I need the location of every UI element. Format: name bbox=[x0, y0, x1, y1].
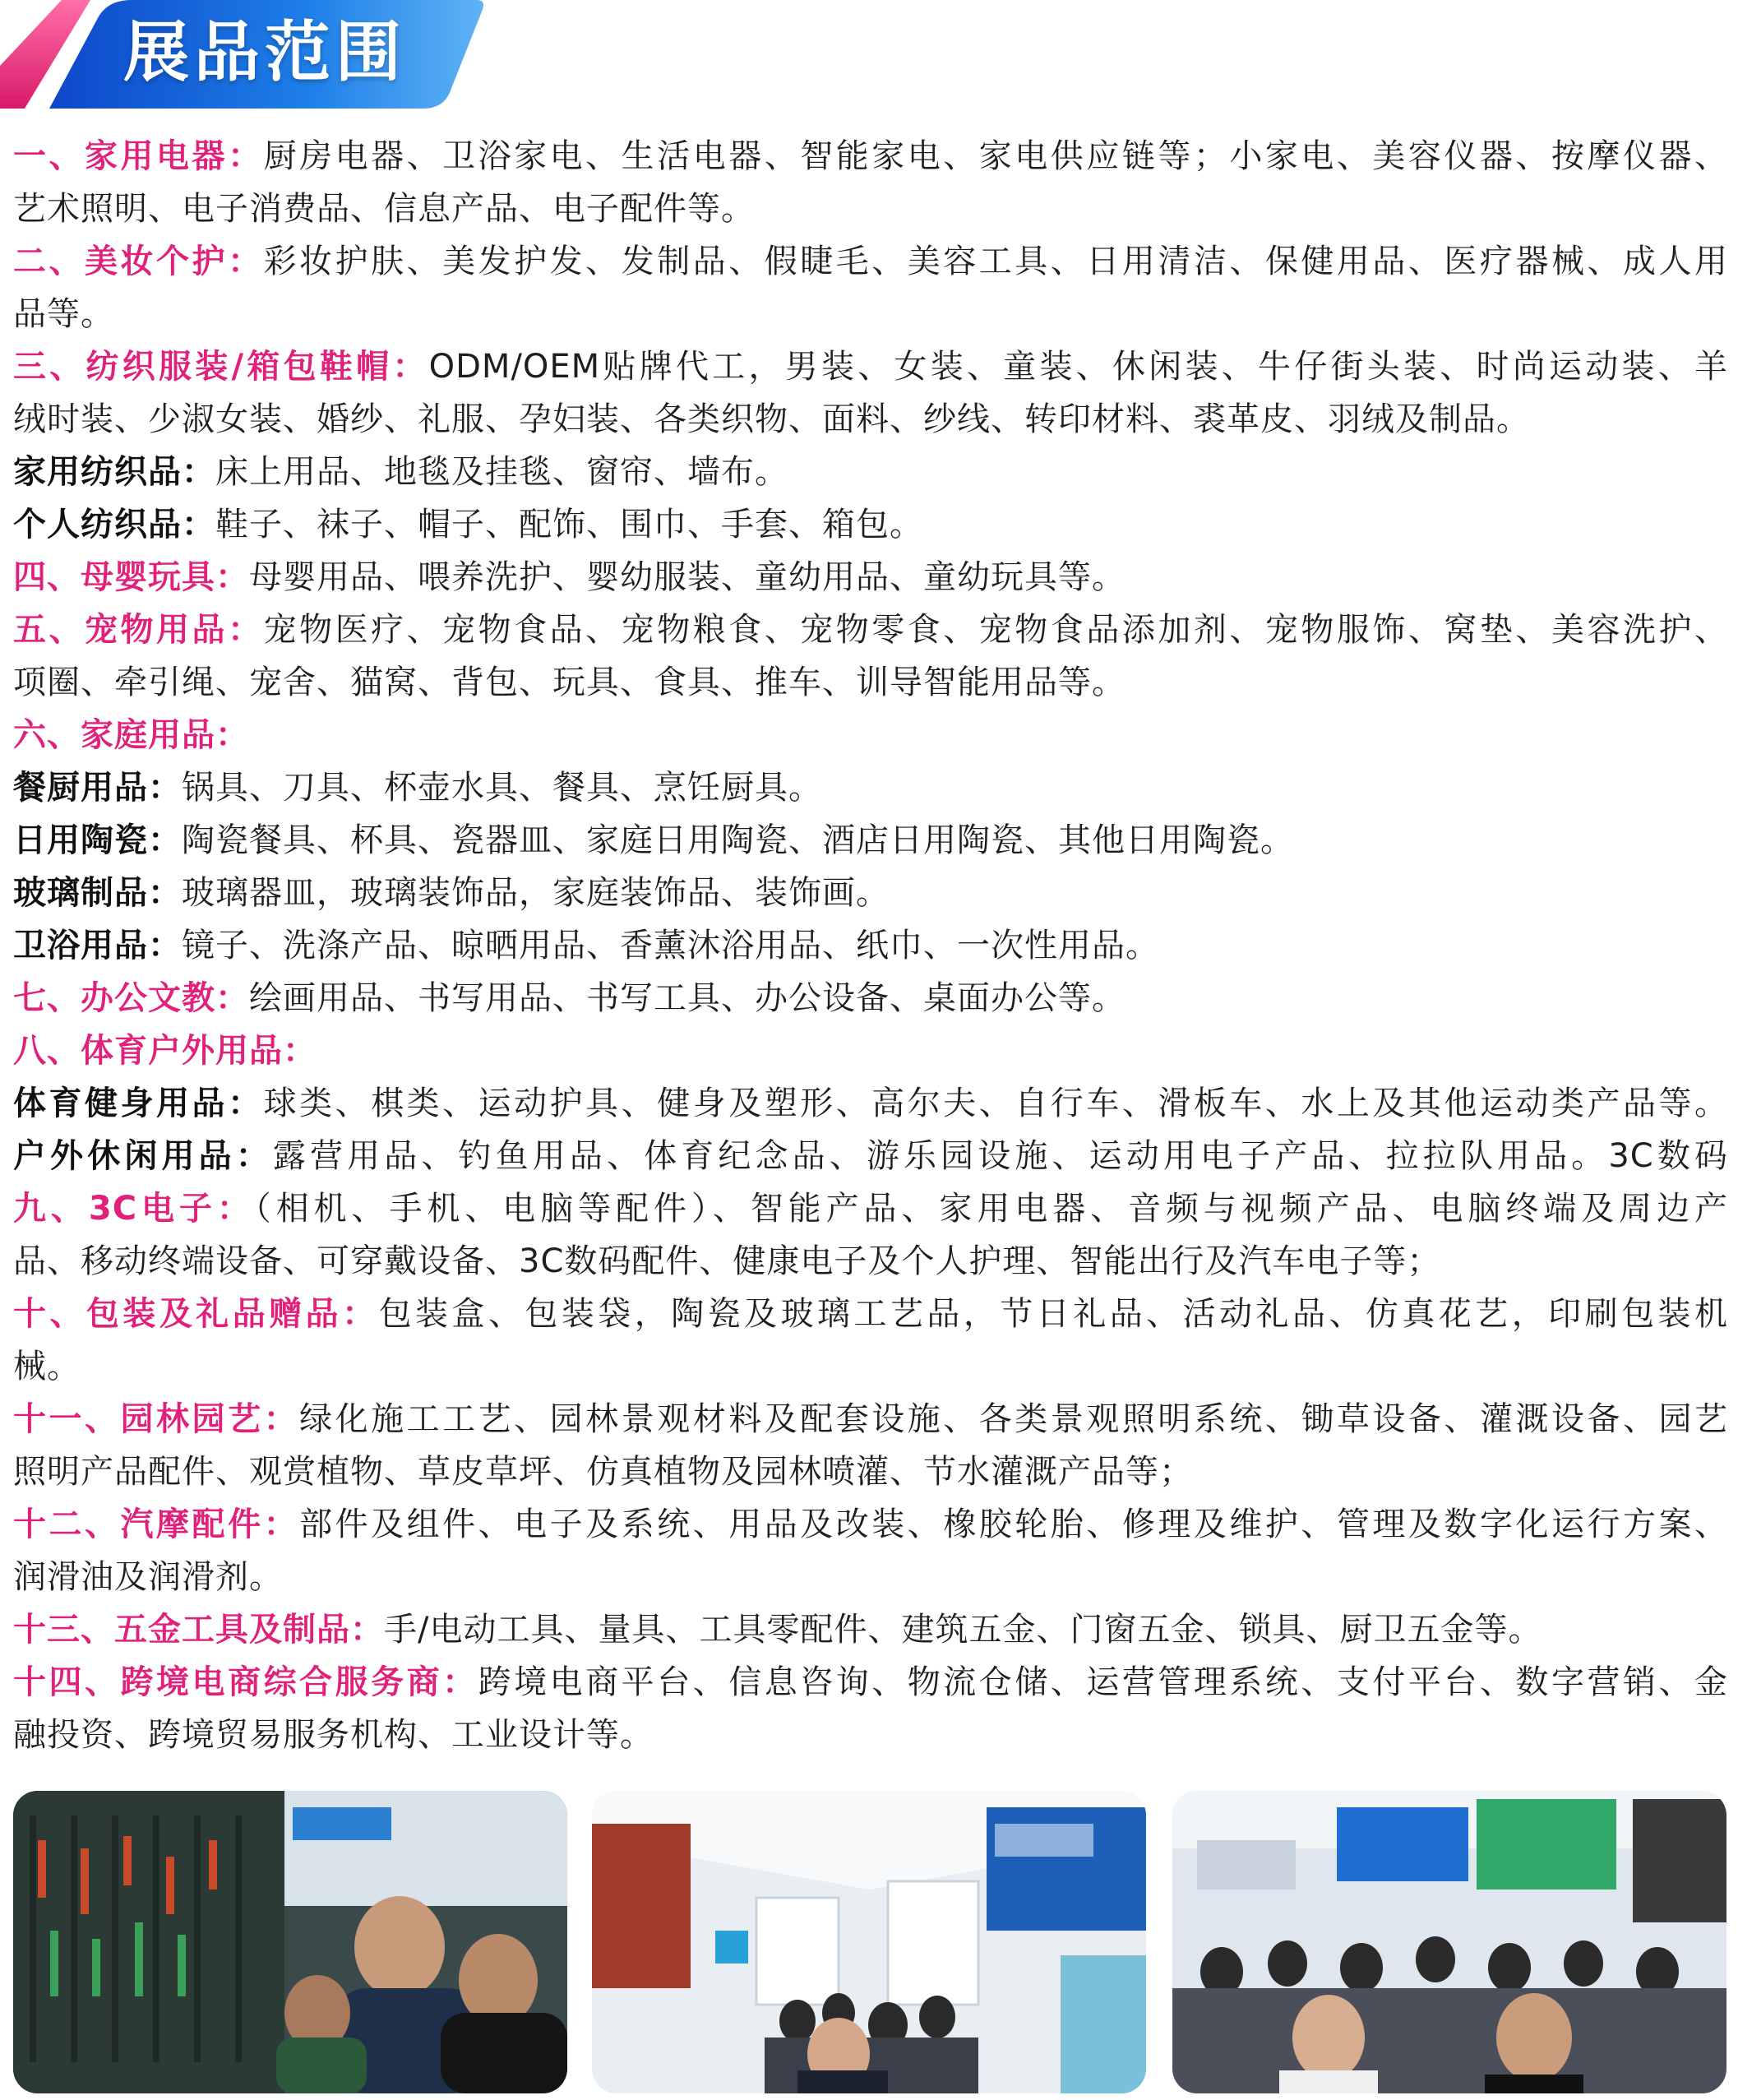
category-items: 鞋子、袜子、帽子、配饰、围巾、手套、箱包。 bbox=[215, 506, 923, 544]
section-header-banner bbox=[0, 0, 485, 109]
crowded-hall-photo bbox=[1172, 1791, 1726, 2093]
category-label: 个人纺织品： bbox=[13, 506, 215, 544]
tools-booth-photo bbox=[13, 1791, 567, 2093]
scope-line bbox=[13, 340, 1728, 393]
category-items: 露营用品、钓鱼用品、体育纪念品、游乐园设施、运动用电子产品、拉拉队用品。3C数码 bbox=[272, 1137, 1728, 1175]
scope-line bbox=[13, 1445, 1728, 1498]
category-label: 家用纺织品： bbox=[13, 453, 215, 491]
category-label: 卫浴用品： bbox=[13, 927, 182, 964]
scope-line bbox=[13, 1498, 1728, 1551]
category-items: （相机、手机、电脑等配件）、智能产品、家用电器、音频与视频产品、电脑终端及周边产 bbox=[254, 1190, 1728, 1228]
category-items: 艺术照明、电子消费品、信息产品、电子配件等。 bbox=[13, 190, 755, 228]
category-items: 锅具、刀具、杯壶水具、餐具、烹饪厨具。 bbox=[182, 769, 822, 807]
category-items: 融投资、跨境贸易服务机构、工业设计等。 bbox=[13, 1716, 654, 1754]
scope-line bbox=[13, 814, 1728, 867]
category-label: 户外休闲用品： bbox=[13, 1137, 273, 1175]
category-label: 十三、五金工具及制品： bbox=[13, 1611, 384, 1649]
scope-line bbox=[13, 1182, 1728, 1235]
category-label: 十一、园林园艺： bbox=[13, 1400, 300, 1438]
category-items: 照明产品配件、观赏植物、草皮草坪、仿真植物及园林喷灌、节水灌溉产品等； bbox=[13, 1453, 1193, 1491]
category-items: 项圈、牵引绳、宠舍、猫窝、背包、玩具、食具、推车、训导智能用品等。 bbox=[13, 664, 1126, 701]
category-label: 体育健身用品： bbox=[13, 1085, 264, 1122]
category-items: ODM/OEM贴牌代工，男装、女装、童装、休闲装、牛仔街头装、时尚运动装、羊 bbox=[428, 348, 1728, 386]
category-items: 绒时装、少淑女装、婚纱、礼服、孕妇装、各类织物、面料、纱线、转印材料、裘革皮、羽绒及制品。 bbox=[13, 400, 1530, 438]
category-items: 手/电动工具、量具、工具零配件、建筑五金、门窗五金、锁具、厨卫五金等。 bbox=[384, 1611, 1542, 1649]
scope-line bbox=[13, 1340, 1728, 1393]
category-label: 八、体育户外用品： bbox=[13, 1032, 317, 1070]
scope-line bbox=[13, 709, 1728, 761]
category-items: 厨房电器、卫浴家电、生活电器、智能家电、家电供应链等；小家电、美容仪器、按摩仪器、 bbox=[263, 137, 1728, 175]
scope-line bbox=[13, 551, 1728, 604]
category-items: 彩妆护肤、美发护发、发制品、假睫毛、美容工具、日用清洁、保健用品、医疗器械、成人用 bbox=[263, 243, 1728, 280]
category-items: 绘画用品、书写用品、书写工具、办公设备、桌面办公等。 bbox=[249, 979, 1126, 1017]
scope-line bbox=[13, 1393, 1728, 1445]
category-label: 十、包装及礼品赠品： bbox=[13, 1295, 379, 1333]
category-label: 日用陶瓷： bbox=[13, 821, 182, 859]
scope-line bbox=[13, 1077, 1728, 1130]
scope-line bbox=[13, 919, 1728, 972]
category-label: 一、家用电器： bbox=[13, 137, 264, 175]
scope-line bbox=[13, 656, 1728, 709]
scope-line bbox=[13, 1130, 1728, 1182]
scope-line bbox=[13, 1709, 1728, 1761]
category-items: 包装盒、包装袋，陶瓷及玻璃工艺品，节日礼品、活动礼品、仿真花艺，印刷包装机 bbox=[378, 1295, 1728, 1333]
scope-line bbox=[13, 761, 1728, 814]
category-items: 绿化施工工艺、园林景观材料及配套设施、各类景观照明系统、锄草设备、灌溉设备、园艺 bbox=[299, 1400, 1728, 1438]
scope-line bbox=[13, 235, 1728, 288]
category-items: 品等。 bbox=[13, 295, 114, 333]
scope-line bbox=[13, 604, 1728, 656]
category-items: 镜子、洗涤产品、晾晒用品、香薰沐浴用品、纸巾、一次性用品。 bbox=[182, 927, 1159, 964]
scope-line bbox=[13, 130, 1728, 183]
scope-line bbox=[13, 1288, 1728, 1340]
category-label: 五、宠物用品： bbox=[13, 611, 264, 649]
category-items: 球类、棋类、运动护具、健身及塑形、高尔夫、自行车、滑板车、水上及其他运动类产品等。 bbox=[263, 1085, 1728, 1122]
category-items: 母婴用品、喂养洗护、婴幼服装、童幼用品、童幼玩具等。 bbox=[249, 558, 1126, 596]
scope-line bbox=[13, 288, 1728, 340]
category-label: 三、纺织服装/箱包鞋帽： bbox=[13, 348, 429, 386]
exhibit-scope-list bbox=[13, 130, 1728, 1761]
scope-line bbox=[13, 1603, 1728, 1656]
category-label: 六、家庭用品： bbox=[13, 716, 249, 754]
category-items: 品、移动终端设备、可穿戴设备、3C数码配件、健康电子及个人护理、智能出行及汽车电子等； bbox=[13, 1242, 1441, 1280]
category-items: 宠物医疗、宠物食品、宠物粮食、宠物零食、宠物食品添加剂、宠物服饰、窝垫、美容洗护、 bbox=[263, 611, 1728, 649]
category-items: 械。 bbox=[13, 1348, 81, 1385]
scope-line bbox=[13, 393, 1728, 446]
scope-line bbox=[13, 498, 1728, 551]
scope-line bbox=[13, 183, 1728, 235]
scope-line bbox=[13, 1235, 1728, 1288]
category-items: 床上用品、地毯及挂毯、窗帘、墙布。 bbox=[215, 453, 788, 491]
category-label: 餐厨用品： bbox=[13, 769, 182, 807]
scope-line bbox=[13, 1025, 1728, 1077]
category-items: 玻璃器皿，玻璃装饰品，家庭装饰品、装饰画。 bbox=[182, 874, 890, 912]
category-label: 十二、汽摩配件： bbox=[13, 1506, 300, 1543]
scope-line bbox=[13, 1656, 1728, 1709]
category-items: 部件及组件、电子及系统、用品及改装、橡胶轮胎、修理及维护、管理及数字化运行方案、 bbox=[299, 1506, 1728, 1543]
exhibition-aisle-photo bbox=[592, 1791, 1146, 2093]
category-items: 跨境电商平台、信息咨询、物流仓储、运营管理系统、支付平台、数字营销、金 bbox=[478, 1663, 1728, 1701]
category-label: 二、美妆个护： bbox=[13, 243, 264, 280]
category-items: 润滑油及润滑剂。 bbox=[13, 1558, 283, 1596]
category-label: 玻璃制品： bbox=[13, 874, 182, 912]
scope-line bbox=[13, 446, 1728, 498]
scope-line bbox=[13, 867, 1728, 919]
page-title: 展品范围 bbox=[123, 14, 406, 90]
category-label: 七、办公文教： bbox=[13, 979, 249, 1017]
category-label: 十四、跨境电商综合服务商： bbox=[13, 1663, 478, 1701]
category-label: 四、母婴玩具： bbox=[13, 558, 249, 596]
category-items: 陶瓷餐具、杯具、瓷器皿、家庭日用陶瓷、酒店日用陶瓷、其他日用陶瓷。 bbox=[182, 821, 1294, 859]
category-label: 九、3C电子： bbox=[13, 1190, 255, 1228]
scope-line bbox=[13, 972, 1728, 1025]
scope-line bbox=[13, 1551, 1728, 1603]
